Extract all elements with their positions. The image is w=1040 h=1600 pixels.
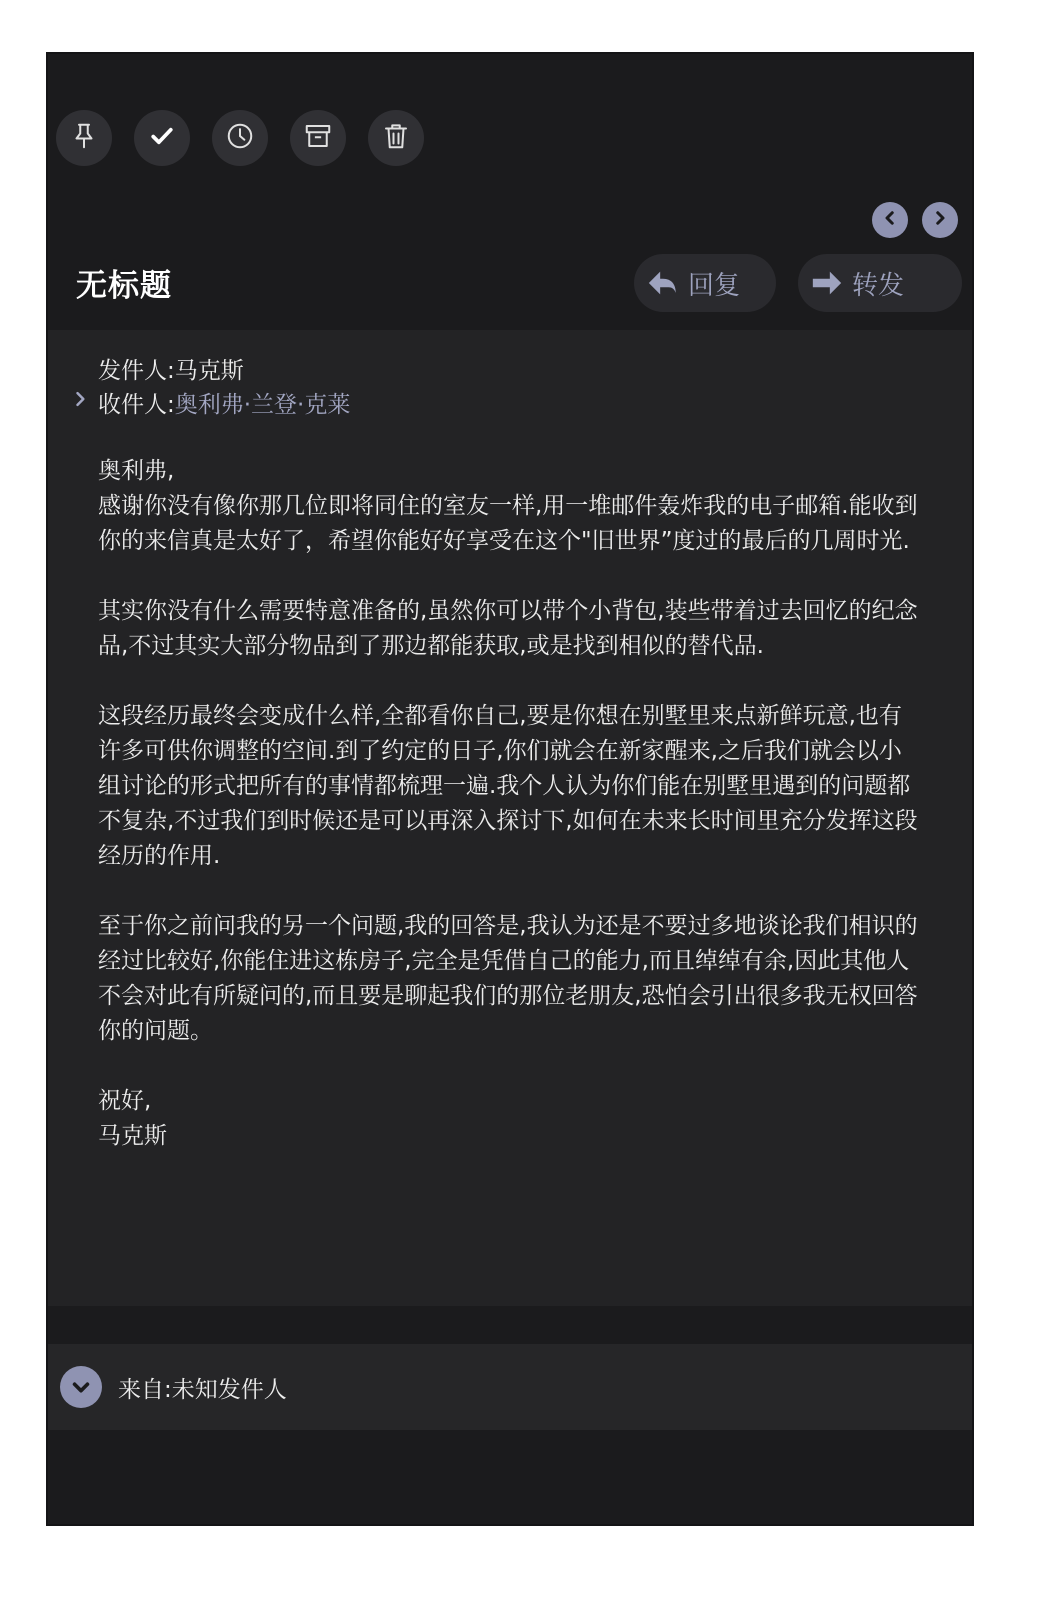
closing: 祝好, [98,1088,152,1114]
mark-done-button[interactable] [134,110,190,166]
delete-button[interactable] [368,110,424,166]
trash-icon [381,121,411,155]
reply-button[interactable] [634,254,776,312]
sender-name: 马克斯 [174,358,244,384]
recipient-label: 收件人: [98,392,175,418]
archive-icon [303,121,333,155]
message-navigation [872,202,958,238]
next-message-button[interactable] [922,202,958,238]
signature: 马克斯 [98,1123,167,1149]
paragraph-3: 这段经历最终会变成什么样,全都看你自己,要是你想在别墅里来点新鲜玩意,也有许多可供你调整的空间.到了约定的日子,你们就会在新家醒来,之后我们就会以小组讨论的形式把所有的事情都梳理一遍.我个人认为你们能在别墅里遇到的问题都不复杂,不过我们到时候还是可以再深入探讨下,如何在未来长时间里充分发挥这段经历的作用. [98,703,918,869]
email-subject: 无标题 [76,268,172,304]
reply-arrow-icon [646,266,688,300]
pin-button[interactable] [56,110,112,166]
previous-message-button[interactable] [872,202,908,238]
recipient-line [98,386,350,419]
sender-line [98,352,244,385]
snooze-button[interactable] [212,110,268,166]
recipient-name[interactable]: 奥利弗·兰登·克莱 [174,392,351,418]
reply-label: 回复 [688,270,741,301]
clock-icon [225,121,255,155]
chevron-right-icon [931,209,949,231]
unknown-sender-label: 来自:未知发件人 [118,1376,287,1403]
toolbar [56,110,424,166]
paragraph-1: 感谢你没有像你那几位即将同住的室友一样,用一堆邮件轰炸我的电子邮箱.能收到你的来信真是太好了，希望你能好好享受在这个"旧世界”度过的最后的几周时光. [98,493,918,554]
archive-button[interactable] [290,110,346,166]
forward-button[interactable] [798,254,962,312]
forward-label: 转发 [852,270,905,301]
chevron-left-icon [881,209,899,231]
greeting: 奥利弗, [98,458,175,484]
mail-window [48,54,972,1524]
sender-info-bar[interactable] [48,1344,972,1430]
email-body [48,330,972,1306]
forward-arrow-icon [810,266,852,300]
message-text [98,454,918,1154]
paragraph-2: 其实你没有什么需要特意准备的,虽然你可以带个小背包,装些带着过去回忆的纪念品,不过其实大部分物品到了那边都能获取,或是找到相似的替代品. [98,598,918,659]
expand-recipients-icon[interactable] [70,389,90,409]
check-icon [147,121,177,155]
sender-label: 发件人: [98,358,175,384]
pin-icon [69,121,99,155]
chevron-down-icon[interactable] [60,1366,102,1408]
paragraph-4: 至于你之前问我的另一个问题,我的回答是,我认为还是不要过多地谈论我们相识的经过比较好,你能住进这栋房子,完全是凭借自己的能力,而且绰绰有余,因此其他人不会对此有所疑问的,而且要是聊起我们的那位老朋友,恐怕会引出很多我无权回答你的问题。 [98,913,918,1044]
